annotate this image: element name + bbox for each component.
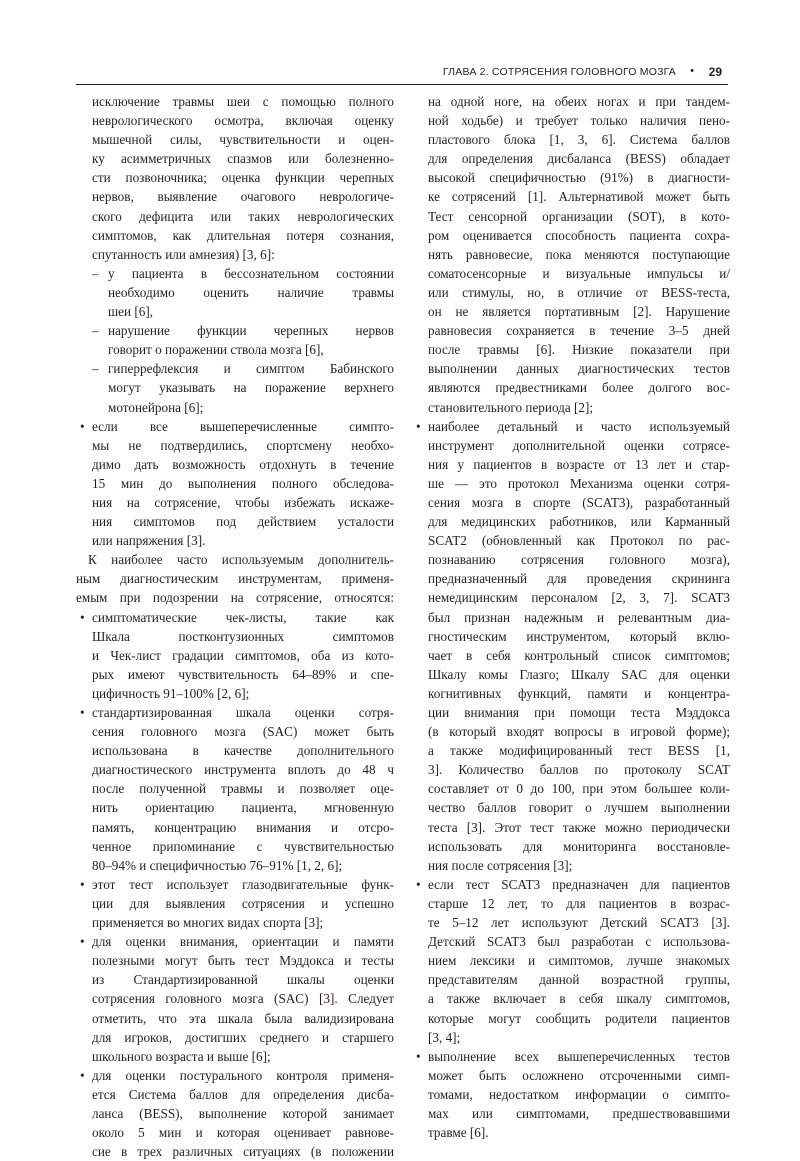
text-line: память, концентрацию внимания и отсро- xyxy=(92,819,394,835)
text-line: неврологического осмотра, включая оценку xyxy=(92,113,394,129)
text-line: томами, недостатком информации о симпто- xyxy=(428,1086,730,1102)
text-line: ше — это протокол Механизма оценки сотря- xyxy=(428,475,730,491)
text-line: ется Система баллов для определения дисба- xyxy=(92,1086,394,1102)
text-line: для игроков, достигших среднего и старшего xyxy=(92,1029,394,1045)
text-line: а также модифицированный тест BESS [1, xyxy=(428,743,730,759)
text-line: сие в трех различных ситуациях (в положении xyxy=(92,1144,394,1160)
text-line: исключение травмы шеи с помощью полного xyxy=(92,94,394,109)
text-line: инструмент дополнительной оценки сотрясе- xyxy=(428,437,730,453)
text-line: и Чек-лист градации симптомов, оба из кото- xyxy=(92,647,394,663)
text-line: Тест сенсорной организации (SOT), в кото- xyxy=(428,208,730,224)
text-line: чает в себя контрольный список симптомов; xyxy=(428,647,730,663)
text-line: те 5–12 лет используют Детский SCAT3 [3]. xyxy=(428,915,730,931)
text-line: емым при подозрении на сотрясение, относятся: xyxy=(76,590,394,606)
text-line: сти позвоночника; оценка функции черепных xyxy=(92,170,394,186)
text-line: нервов, выявление очагового неврологиче- xyxy=(92,189,394,205)
text-line: чество баллов говорит о лучшем выполнении xyxy=(428,800,730,816)
text-line: SCAT2 (обновленный как Протокол по рас- xyxy=(428,533,730,549)
text-line: ния на сотрясение, чтобы избежать искаже- xyxy=(92,494,394,510)
text-line: 80–94% и специфичностью 76–91% [1, 2, 6]; xyxy=(92,857,343,873)
text-line: рых имеют чувствительность 64–89% и спе- xyxy=(92,666,394,682)
text-line: ния симптомов под действием усталости xyxy=(92,514,394,530)
text-line: К наиболее часто используемым дополнитель- xyxy=(88,552,394,568)
right-column xyxy=(412,92,730,1142)
text-line: ского дефицита или таких неврологических xyxy=(92,208,394,224)
text-line: димо дать возможность отдохнуть в течение xyxy=(92,456,394,472)
text-line: • если тест SCAT3 предназначен для пациентов xyxy=(412,875,730,894)
text-line: или стимулы, но, в отличие от BESS-теста, xyxy=(428,284,730,300)
header-bullet-separator: • xyxy=(690,65,694,77)
text-line: могут указывать на поражение верхнего xyxy=(108,380,394,396)
left-column xyxy=(76,92,394,1161)
page-number: 29 xyxy=(708,65,722,79)
text-line: ным диагностическим инструментам, применя- xyxy=(76,571,394,587)
text-line: мах или симптомами, предшествовавшими xyxy=(428,1105,730,1121)
text-line: нием лексики и симптомов, лучше знакомых xyxy=(428,953,730,969)
text-line: пластового блока [1, 3, 6]. Система баллов xyxy=(428,132,730,148)
text-line: – гиперрефлексия и симптом Бабинского xyxy=(76,359,394,378)
text-line: – у пациента в бессознательном состоянии xyxy=(76,264,394,283)
text-line: отметить, что эта шкала была валидизирована xyxy=(92,1010,394,1026)
text-line: Детский SCAT3 был разработан с использова- xyxy=(428,934,730,950)
text-line: Шкалу комы Глазго; Шкалу SAC для оценки xyxy=(428,666,730,682)
text-line: применяется во многих видах спорта [3]; xyxy=(92,915,324,931)
text-line: • для оценки внимания, ориентации и памяти xyxy=(76,932,394,951)
text-line: сотрясения головного мозга (SAC) [3]. Следует xyxy=(92,991,394,1007)
text-line: • наиболее детальный и часто используемый xyxy=(412,417,730,436)
text-line: мотонейрона [6]; xyxy=(108,399,204,415)
text-line: ку асимметричных спазмов или болезненно- xyxy=(92,151,394,167)
text-line: теста [3]. Этот тест также можно периодически xyxy=(428,819,730,835)
text-line: • выполнение всех вышеперечисленных тестов xyxy=(412,1047,730,1066)
text-line: Шкала постконтузионных симптомов xyxy=(92,628,394,644)
text-line: познаванию сотрясения головного мозга), xyxy=(428,552,730,568)
text-line: после травмы [6]. Низкие показатели при xyxy=(428,342,730,358)
text-line: ченное припоминание с чувствительностью xyxy=(92,838,394,854)
text-line: использовать для мониторинга восстановле- xyxy=(428,838,730,854)
text-line: ной ходьбе) и требует только наличия пено- xyxy=(428,113,730,129)
text-line: был признан надежным и релевантным диа- xyxy=(428,609,730,625)
text-line: мы не подтвердились, спортсмену необхо- xyxy=(92,437,394,453)
text-line: когнитивных функций, памяти и концентра- xyxy=(428,685,730,701)
text-line: сения головного мозга (SAC) может быть xyxy=(92,724,394,740)
text-line: нять равновесие, пока меняются поступающие xyxy=(428,246,730,262)
text-line: шеи [6], xyxy=(108,304,154,320)
text-line: • симптоматические чек-листы, такие как xyxy=(76,608,394,627)
text-line: [3, 4]; xyxy=(428,1029,461,1045)
text-line: ке сотрясений [1]. Альтернативой может быть xyxy=(428,189,730,205)
text-line: – нарушение функции черепных нервов xyxy=(76,321,394,340)
text-line: диагностического инструмента вплоть до 48 ч xyxy=(92,762,394,778)
text-line: являются предвестниками более долгого вос- xyxy=(428,380,730,396)
text-line: после полученной травмы и позволяет оце- xyxy=(92,781,394,797)
chapter-title: ГЛАВА 2. СОТРЯСЕНИЯ ГОЛОВНОГО МОЗГА xyxy=(442,66,676,78)
text-line: 3]. Количество баллов по протоколу SCAT xyxy=(428,762,730,778)
text-line: старше 12 лет, то для пациентов в возрас- xyxy=(428,895,730,911)
text-line: предназначенный для проведения скрининга xyxy=(428,571,730,587)
text-line: соматосенсорные и визуальные импульсы и/ xyxy=(428,265,730,281)
text-line: спутанность или амнезия) [3, 6]: xyxy=(92,246,275,262)
text-line: высокой специфичностью (91%) в диагности- xyxy=(428,170,730,186)
text-line: на одной ноге, на обеих ногах и при тандем- xyxy=(428,94,730,109)
text-line: полезными могут быть тест Мэддокса и тесты xyxy=(92,953,394,969)
text-line: ния у пациентов в возрасте от 13 лет и стар- xyxy=(428,456,730,472)
text-line: из Стандартизированной шкалы оценки xyxy=(92,972,394,988)
text-line: становительного периода [2]; xyxy=(428,399,594,415)
text-line: • если все вышеперечисленные симпто- xyxy=(76,417,394,436)
text-line: ции для выявления сотрясения и успешно xyxy=(92,895,394,911)
text-line: может быть осложнено отсроченными симп- xyxy=(428,1067,730,1083)
text-line: ром оценивается способность пациента сохра- xyxy=(428,227,730,243)
running-header xyxy=(76,64,728,85)
text-line: выполнении данных диагностических тестов xyxy=(428,361,730,377)
text-line: для определения дисбаланса (BESS) обладает xyxy=(428,151,730,167)
text-line: равновесия сохраняется в течение 3–5 дней xyxy=(428,323,730,339)
text-line: ланса (BESS), выполнение которой занимает xyxy=(92,1105,394,1121)
text-line: цифичность 91–100% [2, 6]; xyxy=(92,685,250,701)
text-line: травме [6]. xyxy=(428,1125,489,1141)
text-line: около 5 мин и которая оценивает равнове- xyxy=(92,1125,394,1141)
text-line: или напряжения [3]. xyxy=(92,533,206,549)
text-line: мышечной силы, чувствительности и оцен- xyxy=(92,132,394,148)
text-line: а также включает в себя шкалу симптомов, xyxy=(428,991,730,1007)
text-line: • для оценки постурального контроля применя- xyxy=(76,1066,394,1085)
text-line: которые могут сообщить родители пациентов xyxy=(428,1010,730,1026)
text-line: составляет от 0 до 100, при этом большее коли- xyxy=(428,781,730,797)
text-line: ния после сотрясения [3]; xyxy=(428,857,573,873)
text-line: симптомов, как длительная потеря сознания, xyxy=(92,227,394,243)
text-line: сения мозга в спорте (SCAT3), разработанный xyxy=(428,494,730,510)
text-line: школьного возраста и выше [6]; xyxy=(92,1048,271,1064)
text-line: немедицинским персоналом [2, 3, 7]. SCAT3 xyxy=(428,590,730,606)
text-line: для медицинских работников, или Карманный xyxy=(428,514,730,530)
text-line: использована в качестве дополнительного xyxy=(92,743,394,759)
text-line: он не является портативным [2]. Нарушение xyxy=(428,304,730,320)
text-line: 15 мин до выполнения полного обследова- xyxy=(92,475,394,491)
text-line: • стандартизированная шкала оценки сотря- xyxy=(76,703,394,722)
text-line: нить ориентацию пациента, мгновенную xyxy=(92,800,394,816)
text-line: представителям данной возрастной группы, xyxy=(428,972,730,988)
text-line: необходимо оценить наличие травмы xyxy=(108,284,394,300)
text-line: (в который входят вопросы в игровой форме); xyxy=(428,724,730,740)
text-line: говорит о поражении ствола мозга [6], xyxy=(108,342,324,358)
text-line: • этот тест использует глазодвигательные функ- xyxy=(76,875,394,894)
text-line: гностическим инструментом, который вклю- xyxy=(428,628,730,644)
text-line: ции внимания при помощи теста Мэддокса xyxy=(428,705,730,720)
